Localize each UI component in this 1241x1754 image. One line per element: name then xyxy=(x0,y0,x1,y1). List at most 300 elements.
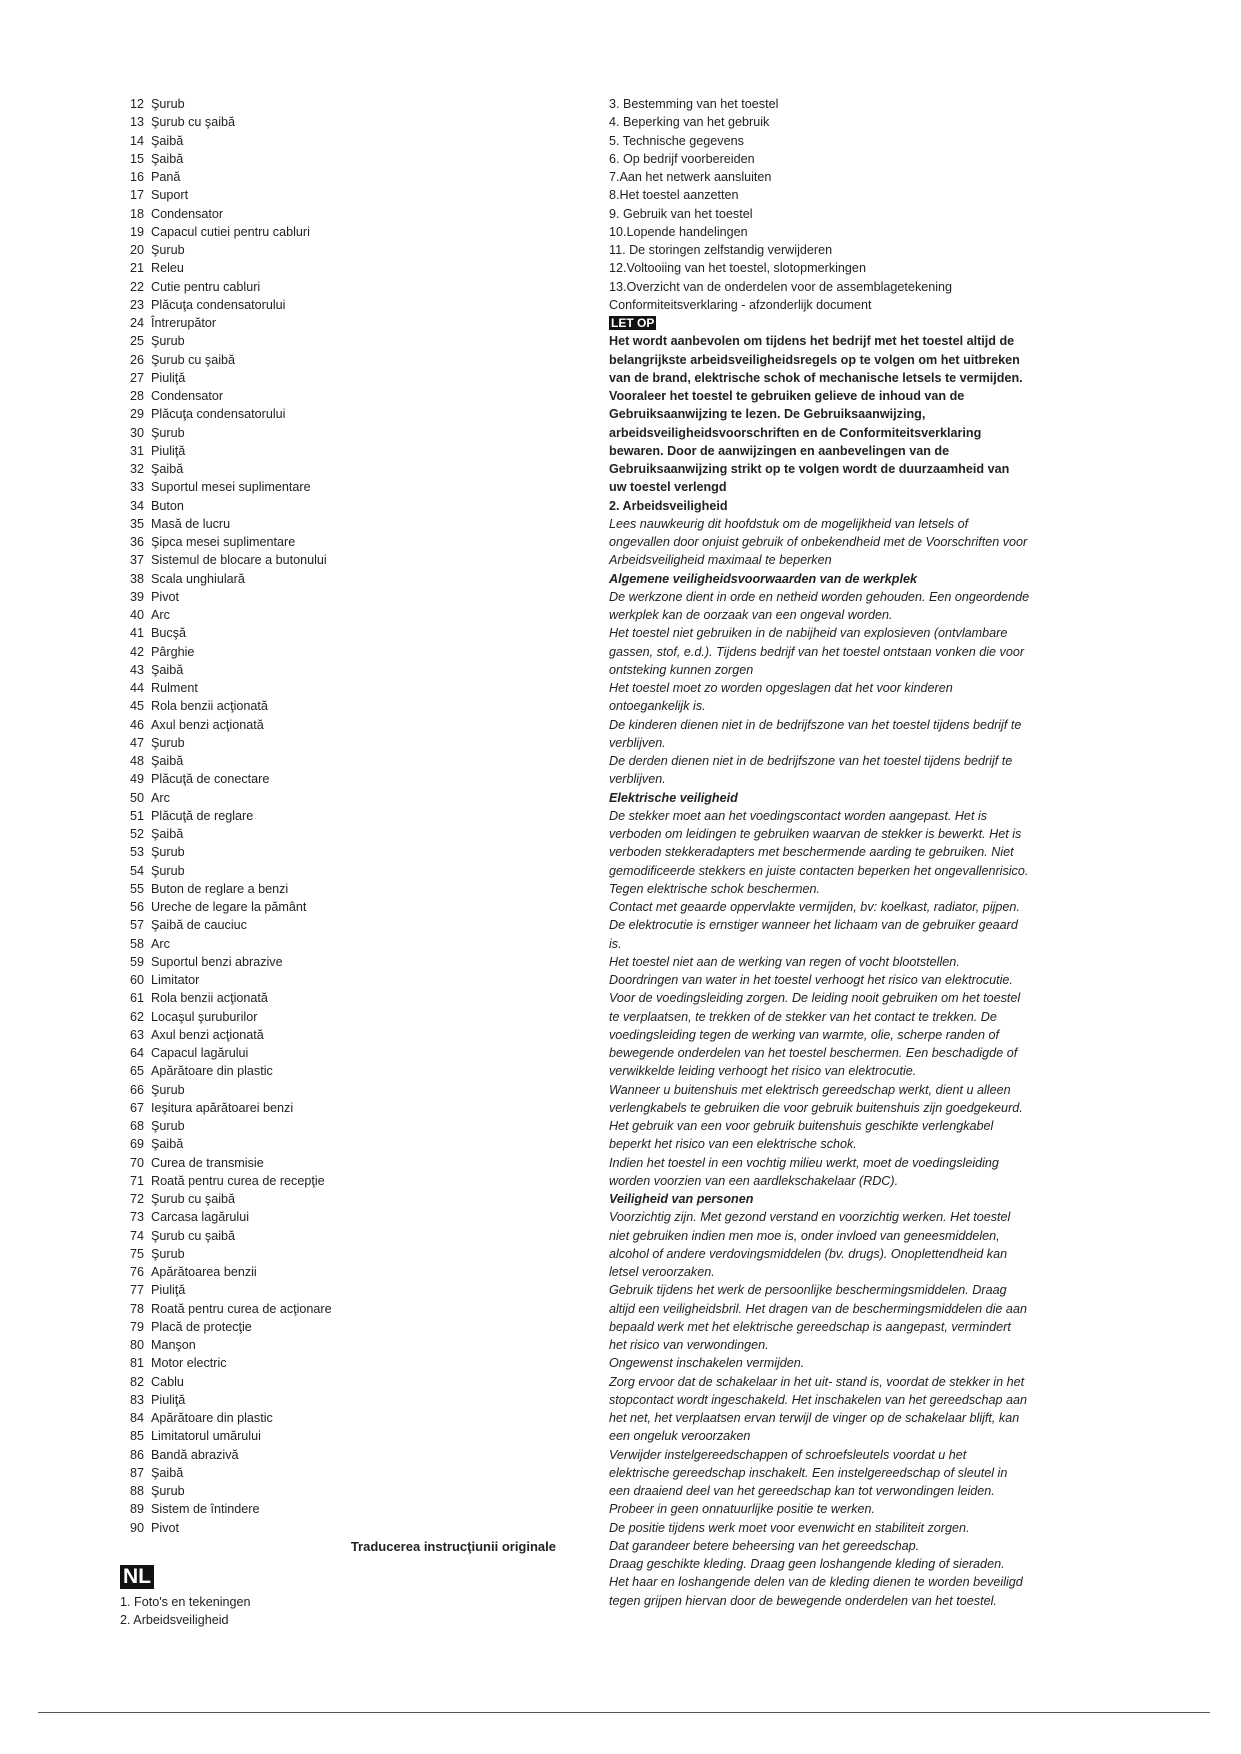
part-list-item xyxy=(120,1263,560,1281)
part-number: 57 xyxy=(129,918,144,933)
part-list-item xyxy=(120,1081,560,1099)
part-list-item xyxy=(120,1026,560,1044)
part-list-item xyxy=(120,405,560,423)
part-list-item xyxy=(120,1135,560,1153)
part-number: 56 xyxy=(129,900,144,914)
part-list-item xyxy=(120,770,560,788)
text-line: Het haar en loshangende delen van de kleding dienen te worden beveiligd xyxy=(609,1575,1023,1590)
part-name: Capacul lagărului xyxy=(151,1046,249,1060)
part-list-item xyxy=(120,643,560,661)
text-line: Tegen elektrische schok beschermen. xyxy=(609,881,820,896)
text-line: 13.Overzicht van de onderdelen voor de assemblagetekening xyxy=(609,279,953,294)
part-list-item xyxy=(120,1117,560,1135)
text-line: worden voorzien van een aardlekschakelaar (RDC). xyxy=(609,1173,899,1188)
text-line: Het toestel moet zo worden opgeslagen dat het voor kinderen xyxy=(609,681,953,695)
part-list-item xyxy=(120,1336,560,1354)
part-name: Plăcuţă de conectare xyxy=(151,772,270,787)
text-line: verwikkelde leiding verhoogt het risico van elektrocutie. xyxy=(609,1064,917,1079)
part-list-item xyxy=(120,1208,560,1226)
part-number: 18 xyxy=(129,206,144,221)
text-line: De stekker moet aan het voedingscontact worden aangepast. Het is xyxy=(609,808,988,823)
text-line: ongevallen door onjuist gebruik of onbekendheid met de Voorschriften voor xyxy=(609,535,1028,549)
part-list-item xyxy=(120,1391,560,1409)
part-name: Şurub xyxy=(151,1082,185,1097)
part-name: Şaibă xyxy=(151,1137,184,1152)
part-number: 13 xyxy=(129,115,144,130)
part-number: 17 xyxy=(129,188,144,203)
part-list-item xyxy=(120,314,560,332)
part-number: 49 xyxy=(129,772,144,787)
warning-badge-line xyxy=(609,314,1069,332)
part-name: Limitatorul umărului xyxy=(151,1429,261,1444)
part-name: Rulment xyxy=(151,681,198,695)
part-list-item xyxy=(120,1062,560,1080)
part-list-item xyxy=(120,898,560,916)
part-list-item xyxy=(120,789,560,807)
text-line: stopcontact wordt ingeschakeld. Het inschakelen van het gereedschap aan xyxy=(609,1392,1027,1407)
part-name: Şaibă xyxy=(151,462,184,476)
part-list-item xyxy=(120,697,560,715)
part-list-item xyxy=(120,515,560,533)
part-list-item xyxy=(120,132,560,150)
text-line: letsel veroorzaken. xyxy=(609,1265,715,1279)
text-line: werkplek kan de oorzaak van een ongeval worden. xyxy=(609,608,893,622)
language-badge-nl: NL xyxy=(120,1565,154,1589)
text-line: Wanneer u buitenshuis met elektrisch gereedschap werkt, dient u alleen xyxy=(609,1082,1011,1097)
toc-item: 2. Arbeidsveiligheid xyxy=(120,1613,229,1627)
part-name: Masă de lucru xyxy=(151,516,231,531)
part-list-item xyxy=(120,205,560,223)
part-number: 34 xyxy=(129,498,144,513)
text-line: 4. Beperking van het gebruik xyxy=(609,115,770,130)
part-list-item xyxy=(120,1227,560,1245)
part-name: Şurub cu şaibă xyxy=(151,1192,236,1206)
part-list-item xyxy=(120,424,560,442)
part-list-item xyxy=(120,1099,560,1117)
part-list-item xyxy=(120,971,560,989)
text-line: 6. Op bedrijf voorbereiden xyxy=(609,151,755,166)
part-name: Cablu xyxy=(151,1374,184,1389)
part-list-item xyxy=(120,551,560,569)
part-number: 36 xyxy=(129,535,144,549)
part-list-item xyxy=(120,1427,560,1445)
part-name: Sistemul de blocare a butonului xyxy=(151,553,327,568)
section-heading: Algemene veiligheidsvoorwaarden van de werkplek xyxy=(609,571,917,586)
part-name: Arc xyxy=(151,608,170,622)
text-line: Gebruiksaanwijzing strikt op te volgen wordt de duurzaamheid van xyxy=(609,462,1010,476)
part-list-item xyxy=(120,1500,560,1518)
part-number: 42 xyxy=(129,644,144,659)
part-number: 80 xyxy=(129,1338,144,1352)
text-line: verboden stekkeradapters met beschermende aarding te gebruiken. Niet xyxy=(609,845,1014,860)
part-number: 52 xyxy=(129,827,144,841)
part-name: Şurub cu şaibă xyxy=(151,1228,236,1243)
part-name: Suportul mesei suplimentare xyxy=(151,480,311,495)
text-line: 9. Gebruik van het toestel xyxy=(609,206,753,221)
part-list-item xyxy=(120,1354,560,1372)
part-number: 74 xyxy=(129,1228,144,1243)
manual-text-column xyxy=(609,95,1069,1610)
part-name: Plăcuţa condensatorului xyxy=(151,297,286,312)
part-number: 32 xyxy=(129,462,144,476)
text-line: Verwijder instelgereedschappen of schroefsleutels voordat u het xyxy=(609,1447,967,1462)
part-number: 50 xyxy=(129,790,144,805)
part-number: 25 xyxy=(129,334,144,349)
part-number: 84 xyxy=(129,1411,144,1425)
part-list-item xyxy=(120,1008,560,1026)
part-name: Şurub xyxy=(151,845,185,860)
part-list-item xyxy=(120,862,560,880)
part-number: 58 xyxy=(129,936,144,951)
part-name: Apărătoare din plastic xyxy=(151,1411,273,1425)
part-list-item xyxy=(120,825,560,843)
text-line: Het gebruik van een voor gebruik buitenshuis geschikte verlengkabel xyxy=(609,1119,994,1133)
part-number: 60 xyxy=(129,973,144,987)
text-line: verblijven. xyxy=(609,772,666,787)
part-number: 90 xyxy=(129,1520,144,1535)
part-number: 81 xyxy=(129,1356,144,1371)
table-of-contents-start xyxy=(120,1593,560,1630)
part-name: Arc xyxy=(151,936,170,951)
part-number: 24 xyxy=(129,316,144,330)
part-name: Ieşitura apărătoarei benzi xyxy=(151,1100,294,1115)
part-name: Axul benzi acţionată xyxy=(151,1027,264,1042)
part-number: 26 xyxy=(129,352,144,367)
part-number: 79 xyxy=(129,1319,144,1334)
part-name: Pană xyxy=(151,170,181,184)
part-name: Piuliţă xyxy=(151,1283,186,1298)
part-name: Axul benzi acţionată xyxy=(151,717,264,732)
toc-item: 1. Foto's en tekeningen xyxy=(120,1594,251,1609)
part-number: 75 xyxy=(129,1246,144,1261)
part-name: Şurub xyxy=(151,1484,185,1498)
text-line: bewegende onderdelen van het toestel beschermen. Een beschadigde of xyxy=(609,1046,1018,1060)
footer-rule xyxy=(38,1712,1210,1713)
part-list-item xyxy=(120,369,560,387)
part-number: 28 xyxy=(129,389,144,403)
part-name: Şurub cu şaibă xyxy=(151,115,236,130)
part-list-item xyxy=(120,916,560,934)
text-line: bewaren. Door de aanwijzingen en aanbevelingen van de xyxy=(609,443,950,458)
part-name: Plăcuţă de reglare xyxy=(151,808,254,823)
part-name: Rola benzii acţionată xyxy=(151,991,268,1006)
text-line: Conformiteitsverklaring - afzonderlijk document xyxy=(609,297,872,312)
part-list-item xyxy=(120,1245,560,1263)
part-name: Şaibă xyxy=(151,754,184,768)
part-list-item xyxy=(120,1044,560,1062)
text-line: Contact met geaarde oppervlakte vermijden, bv: koelkast, radiator, pijpen. xyxy=(609,900,1020,914)
part-name: Pivot xyxy=(151,1520,179,1535)
part-name: Piuliţă xyxy=(151,1392,186,1407)
part-list-item xyxy=(120,989,560,1007)
part-name: Piuliţă xyxy=(151,443,186,458)
text-line: Ongewenst inschakelen vermijden. xyxy=(609,1356,805,1371)
text-line: Zorg ervoor dat de schakelaar in het uit- stand is, voordat de stekker in het xyxy=(609,1374,1025,1389)
translation-note: Traducerea instrucţiunii originale xyxy=(350,1538,556,1554)
text-line: Dat garandeer betere beheersing van het gereedschap. xyxy=(609,1538,920,1553)
part-name: Întrerupător xyxy=(151,316,217,330)
text-line: De elektrocutie is ernstiger wanneer het lichaam van de gebruiker geaard xyxy=(609,918,1018,933)
text-line: Lees nauwkeurig dit hoofdstuk om de mogelijkheid van letsels of xyxy=(609,516,969,531)
text-line: bepaald werk met het elektrische gereedschap is aangepast, vermindert xyxy=(609,1319,1011,1334)
text-line: beperkt het risico van een elektrische schok. xyxy=(609,1137,857,1152)
part-number: 71 xyxy=(129,1173,144,1188)
part-list-item xyxy=(120,332,560,350)
part-list-item xyxy=(120,807,560,825)
part-name: Şaibă xyxy=(151,827,184,841)
part-name: Apărătoarea benzii xyxy=(151,1265,257,1279)
part-name: Cutie pentru cabluri xyxy=(151,279,261,294)
part-list-item xyxy=(120,716,560,734)
part-name: Placă de protecţie xyxy=(151,1319,252,1334)
part-list-item xyxy=(120,241,560,259)
part-number: 39 xyxy=(129,589,144,604)
part-number: 20 xyxy=(129,243,144,257)
part-list-item xyxy=(120,606,560,624)
part-name: Pârghie xyxy=(151,644,195,659)
part-name: Şaibă xyxy=(151,1465,184,1480)
part-name: Rola benzii acţionată xyxy=(151,699,268,714)
part-list-item xyxy=(120,223,560,241)
part-name: Piuliţă xyxy=(151,370,186,385)
part-list-item xyxy=(120,387,560,405)
part-number: 89 xyxy=(129,1502,144,1517)
text-line: altijd een veiligheidsbril. Het dragen van de beschermingsmiddelen die aan xyxy=(609,1301,1027,1316)
part-number: 62 xyxy=(129,1009,144,1024)
part-name: Buton xyxy=(151,498,184,513)
part-list-item xyxy=(120,1281,560,1299)
text-line: voedingsleiding tegen de werking van warmte, olie, scherpe randen of xyxy=(609,1027,999,1042)
part-name: Pivot xyxy=(151,589,179,604)
part-name: Curea de transmisie xyxy=(151,1155,264,1170)
text-line: 10.Lopende handelingen xyxy=(609,224,748,239)
text-line: Vooraleer het toestel te gebruiken gelieve de inhoud van de xyxy=(609,389,965,403)
part-list-item xyxy=(120,661,560,679)
part-list-item xyxy=(120,570,560,588)
text-line: tegen grijpen hiervan door de bewegende onderdelen van het toestel. xyxy=(609,1593,997,1608)
text-line: verlengkabels te gebruiken die voor gebruik buitenshuis zijn goedgekeurd. xyxy=(609,1100,1023,1115)
part-name: Şaibă xyxy=(151,662,184,677)
part-list-item xyxy=(120,460,560,478)
part-list-item xyxy=(120,1464,560,1482)
part-list-item xyxy=(120,442,560,460)
text-line: Voor de voedingsleiding zorgen. De leiding nooit gebruiken om het toestel xyxy=(609,991,1021,1006)
text-line: Gebruik tijdens het werk de persoonlijke beschermingsmiddelen. Draag xyxy=(609,1283,1007,1298)
part-name: Suportul benzi abrazive xyxy=(151,954,283,969)
part-number: 23 xyxy=(129,297,144,312)
part-list-item xyxy=(120,113,560,131)
text-line: Doordringen van water in het toestel verhoogt het risico van elektrocutie. xyxy=(609,973,1013,987)
part-number: 51 xyxy=(129,808,144,823)
text-line: gassen, stof, e.d.). Tijdens bedrijf van het toestel ontstaan vonken die voor xyxy=(609,644,1025,659)
part-name: Ureche de legare la pământ xyxy=(151,900,307,914)
part-number: 40 xyxy=(129,608,144,622)
part-list-item xyxy=(120,1373,560,1391)
text-line: 3. Bestemming van het toestel xyxy=(609,97,779,111)
parts-list-column xyxy=(120,95,560,1629)
text-line: het net, het verplaatsen ervan terwijl de vinger op de schakelaar blijft, kan xyxy=(609,1411,1020,1425)
text-line: De positie tijdens werk moet voor evenwicht en stabiliteit zorgen. xyxy=(609,1520,970,1535)
part-number: 67 xyxy=(129,1100,144,1115)
part-number: 45 xyxy=(129,699,144,714)
part-list-item xyxy=(120,953,560,971)
part-number: 70 xyxy=(129,1155,144,1170)
text-line: 11. De storingen zelfstandig verwijderen xyxy=(609,243,833,257)
text-line: van de brand, elektrische schok of mechanische letsels te vermijden. xyxy=(609,370,1023,385)
part-name: Şaibă xyxy=(151,151,184,166)
part-number: 46 xyxy=(129,717,144,732)
part-list-item xyxy=(120,588,560,606)
text-line: Het wordt aanbevolen om tijdens het bedrijf met het toestel altijd de xyxy=(609,334,1015,349)
part-name: Şurub xyxy=(151,735,185,750)
part-number: 12 xyxy=(129,97,144,111)
part-number: 72 xyxy=(129,1192,144,1206)
text-line: niet gebruiken indien men moe is, onder invloed van geneesmiddelen, xyxy=(609,1228,1000,1243)
part-name: Limitator xyxy=(151,973,200,987)
part-list-item xyxy=(120,1409,560,1427)
part-number: 69 xyxy=(129,1137,144,1152)
part-number: 29 xyxy=(129,407,144,422)
text-line: alcohol of andere verdovingsmiddelen (bv. drugs). Onoplettendheid kan xyxy=(609,1246,1008,1261)
part-number: 47 xyxy=(129,735,144,750)
part-name: Şurub xyxy=(151,425,185,440)
part-number: 19 xyxy=(129,224,144,239)
part-name: Suport xyxy=(151,188,189,203)
part-list-item xyxy=(120,296,560,314)
part-number: 14 xyxy=(129,133,144,148)
part-number: 65 xyxy=(129,1064,144,1079)
text-line: De werkzone dient in orde en netheid worden gehouden. Een ongeordende xyxy=(609,589,1030,604)
part-name: Şurub cu şaibă xyxy=(151,352,236,367)
part-list-item xyxy=(120,1300,560,1318)
text-line: Arbeidsveiligheid maximaal te beperken xyxy=(609,553,832,568)
part-number: 31 xyxy=(129,443,144,458)
part-list-item xyxy=(120,351,560,369)
text-line: Het toestel niet gebruiken in de nabijheid van explosieven (ontvlambare xyxy=(609,626,1008,641)
part-number: 41 xyxy=(129,626,144,641)
text-line: Indien het toestel in een vochtig milieu werkt, moet de voedingsleiding xyxy=(609,1155,999,1170)
part-list-item xyxy=(120,150,560,168)
part-number: 53 xyxy=(129,845,144,860)
text-line: 5. Technische gegevens xyxy=(609,133,744,148)
part-list-item xyxy=(120,1318,560,1336)
part-name: Şipca mesei suplimentare xyxy=(151,535,296,549)
part-number: 78 xyxy=(129,1301,144,1316)
part-number: 27 xyxy=(129,370,144,385)
text-line: belangrijkste arbeidsveiligheidsregels op te volgen om het uitbreken xyxy=(609,352,1020,367)
text-line: De kinderen dienen niet in de bedrijfszone van het toestel tijdens bedrijf te xyxy=(609,717,1022,732)
text-line: 12.Voltooiing van het toestel, slotopmerkingen xyxy=(609,261,866,276)
text-line: gemodificeerde stekkers en juiste contacten beperken het ongevallenrisico. xyxy=(609,863,1029,878)
part-number: 55 xyxy=(129,881,144,896)
part-name: Buton de reglare a benzi xyxy=(151,881,289,896)
part-name: Roată pentru curea de acţionare xyxy=(151,1301,332,1316)
part-number: 86 xyxy=(129,1447,144,1462)
part-name: Şurub xyxy=(151,1119,185,1133)
text-line: arbeidsveiligheidsvoorschriften en de Conformiteitsverklaring xyxy=(609,425,982,440)
text-line: te verplaatsen, te trekken of de stekker van het contact te trekken. De xyxy=(609,1009,997,1024)
part-list-item xyxy=(120,1154,560,1172)
text-line: ontoegankelijk is. xyxy=(609,699,706,714)
part-number: 68 xyxy=(129,1119,144,1133)
part-name: Roată pentru curea de recepţie xyxy=(151,1173,325,1188)
part-number: 33 xyxy=(129,480,144,495)
text-line: Draag geschikte kleding. Draag geen loshangende kleding of sieraden. xyxy=(609,1557,1005,1571)
text-line: Voorzichtig zijn. Met gezond verstand en voorzichtig werken. Het toestel xyxy=(609,1210,1011,1225)
parts-list xyxy=(120,95,560,1537)
section-heading: Veiligheid van personen xyxy=(609,1192,754,1206)
part-list-item xyxy=(120,1519,560,1537)
part-name: Condensator xyxy=(151,389,224,403)
part-name: Şurub xyxy=(151,243,185,257)
part-number: 59 xyxy=(129,954,144,969)
part-number: 63 xyxy=(129,1027,144,1042)
part-name: Apărătoare din plastic xyxy=(151,1064,273,1079)
part-list-item xyxy=(120,1172,560,1190)
text-line: 8.Het toestel aanzetten xyxy=(609,188,739,203)
text-line: een ongeluk veroorzaken xyxy=(609,1429,751,1444)
part-list-item xyxy=(120,734,560,752)
part-number: 77 xyxy=(129,1283,144,1298)
part-name: Arc xyxy=(151,790,170,805)
part-number: 54 xyxy=(129,863,144,878)
part-name: Scala unghiulară xyxy=(151,571,245,586)
text-line: elektrische gereedschap inschakelt. Een instelgereedschap of sleutel in xyxy=(609,1465,1008,1480)
text-line: verblijven. xyxy=(609,735,666,750)
part-list-item xyxy=(120,880,560,898)
part-list-item xyxy=(120,679,560,697)
text-line: Gebruiksaanwijzing te lezen. De Gebruiksaanwijzing, xyxy=(609,407,926,422)
part-list-item xyxy=(120,278,560,296)
part-number: 73 xyxy=(129,1210,144,1225)
text-line: verboden om leidingen te gebruiken waarvan de stekker is bewerkt. Het is xyxy=(609,827,1022,841)
part-list-item xyxy=(120,1482,560,1500)
part-list-item xyxy=(120,95,560,113)
part-list-item xyxy=(120,259,560,277)
part-number: 22 xyxy=(129,279,144,294)
part-list-item xyxy=(120,935,560,953)
part-number: 85 xyxy=(129,1429,144,1444)
text-line: Probeer in geen onnatuurlijke positie te werken. xyxy=(609,1502,876,1517)
text-line: het risico van verwondingen. xyxy=(609,1338,769,1352)
part-list-item xyxy=(120,533,560,551)
part-list-item xyxy=(120,186,560,204)
part-name: Şaibă de cauciuc xyxy=(151,918,247,933)
part-name: Sistem de întindere xyxy=(151,1502,260,1517)
part-number: 15 xyxy=(129,151,144,166)
part-number: 87 xyxy=(129,1465,144,1480)
text-line: Het toestel niet aan de werking van regen of vocht blootstellen. xyxy=(609,954,960,969)
part-list-item xyxy=(120,1446,560,1464)
part-number: 48 xyxy=(129,754,144,768)
part-name: Capacul cutiei pentru cabluri xyxy=(151,224,310,239)
part-number: 43 xyxy=(129,662,144,677)
text-line: een draaiend deel van het gereedschap kan tot verwondingen leiden. xyxy=(609,1484,995,1498)
text-line: is. xyxy=(609,936,622,951)
text-line: 2. Arbeidsveiligheid xyxy=(609,498,728,513)
text-line: uw toestel verlengd xyxy=(609,480,727,495)
part-list-item xyxy=(120,843,560,861)
part-name: Carcasa lagărului xyxy=(151,1210,250,1225)
part-name: Releu xyxy=(151,261,184,276)
part-name: Şurub xyxy=(151,863,185,878)
part-list-item xyxy=(120,624,560,642)
part-list-item xyxy=(120,168,560,186)
part-name: Bucşă xyxy=(151,626,187,641)
part-number: 35 xyxy=(129,516,144,531)
part-list-item xyxy=(120,478,560,496)
part-number: 30 xyxy=(129,425,144,440)
